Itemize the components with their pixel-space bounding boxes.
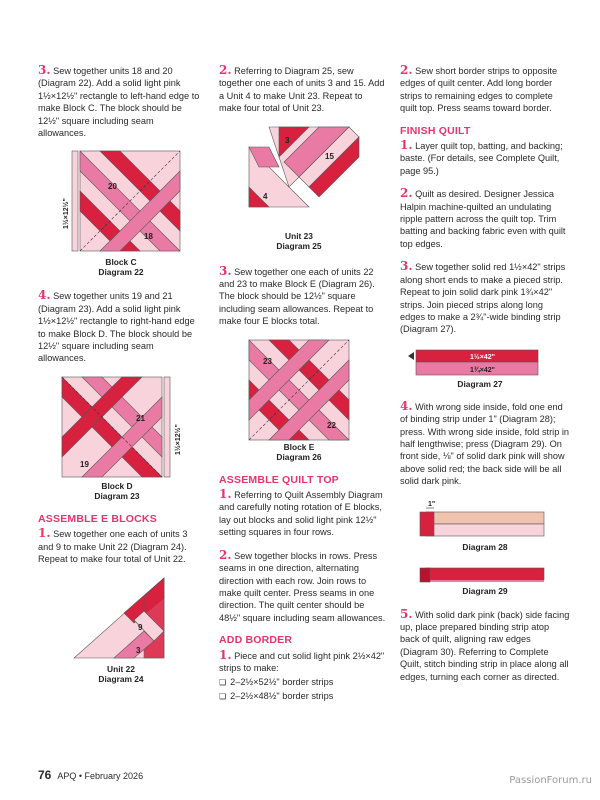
watermark: PassionForum.ru	[509, 775, 592, 786]
step-3-binding	[400, 260, 570, 335]
step-text: Sew together one each of units 3 and 9 to make Unit 22 (Diagram 24). Repeat to make four total of Unit 22.	[38, 529, 188, 565]
caption-diagram: Diagram 25	[276, 240, 322, 251]
step-number: 3.	[219, 263, 232, 278]
dimension-label: 1½×12½"	[175, 424, 182, 455]
column-2	[219, 64, 387, 711]
caption-diagram: Diagram 26	[276, 451, 322, 462]
step-2-quilt	[400, 187, 570, 250]
diagram-26	[219, 338, 387, 464]
step-4-fold	[400, 400, 570, 488]
caption-diagram: Diagram 22	[98, 267, 144, 278]
unit-20-label: 20	[108, 182, 117, 192]
unit-23-label: 23	[263, 356, 272, 366]
unit-18-label: 18	[144, 232, 153, 242]
unit-3-label: 3	[285, 135, 290, 145]
step-text: Sew together units 18 and 20 (Diagram 22). Add a solid light pink 1½×12½" rectangle to left-hand edge to make Block C. The block should be 12½" square including seam allowances.	[38, 66, 200, 139]
step-text: Sew together blocks in rows. Press seams in one direction, alternating direction with each row. Join rows to make quilt center. Press seams in one direction. The quilt center should be 48½" square including seam allowances.	[219, 550, 386, 623]
step-text: Referring to Diagram 25, sew together one each of units 3 and 15. Add a Unit 4 to make Unit 23. Repeat to make four total of Unit 23.	[219, 66, 385, 114]
caption-block: Block E	[283, 441, 315, 452]
step-text: With wrong side inside, fold one end of binding strip under 1" (Diagram 28); press. With wrong side inside, fold strip in half lengthwise; press (Diagram 29). On front side, ⅛" of solid dark pink will show above solid red; the back side will be all solid dark pink.	[400, 401, 570, 487]
section-heading-assemble-quilt-top: ASSEMBLE QUILT TOP	[219, 473, 339, 486]
diagram-25	[219, 125, 387, 255]
caption-diagram: Diagram 23	[94, 490, 140, 501]
step-2-sew-rows	[219, 549, 387, 624]
page-number: 76	[38, 768, 52, 782]
step-text: Layer quilt top, batting, and backing; baste. (For details, see Complete Quilt, page 95.)	[400, 141, 563, 176]
step-4-block-d	[38, 289, 204, 364]
step-number: 1.	[219, 487, 232, 502]
step-number: 4.	[400, 398, 413, 413]
caption-block: Block D	[101, 480, 133, 491]
step-text: Referring to Quilt Assembly Diagram and carefully noting rotation of E blocks, lay out blocks and solid light pink 12½" setting squares in four rows.	[219, 490, 383, 538]
step-3-block-c	[38, 64, 204, 139]
caption-unit: Unit 23	[285, 230, 313, 241]
step-number: 3.	[38, 63, 51, 77]
caption-diagram: Diagram 29	[462, 585, 508, 596]
section-heading-add-border: ADD BORDER	[219, 634, 293, 647]
caption-diagram: Diagram 24	[98, 673, 144, 684]
caption-block: Block C	[105, 257, 137, 268]
dimension-label: 1"	[428, 500, 436, 508]
step-number: 1.	[38, 526, 51, 541]
border-strip-list	[219, 676, 387, 703]
step-number: 4.	[38, 288, 51, 303]
unit-4-label: 4	[263, 191, 268, 201]
unit-21-label: 21	[136, 413, 145, 423]
step-text: Quilt as desired. Designer Jessica Halpin machine-quilted an undulating ripple pattern across the quilt top. Trim batting and backing fabric even with quilt top edges.	[400, 189, 566, 249]
diagram-29	[400, 564, 570, 598]
step-number: 5.	[400, 606, 413, 621]
step-number: 1.	[400, 138, 413, 153]
step-number: 2.	[400, 186, 413, 201]
step-number: 2.	[219, 63, 232, 77]
step-text: Sew together solid red 1½×42" strips along short ends to make a pieced strip. Repeat to join solid dark pink 1¾×42" strips. Join pieced strips along long edges to make a 2¾"-wide binding strip (Diagram 27).	[400, 262, 566, 335]
step-2-border	[400, 64, 570, 115]
caption-diagram: Diagram 28	[462, 541, 508, 552]
caption-diagram: Diagram 27	[457, 378, 503, 389]
unit-19-label: 19	[80, 459, 89, 469]
step-2-unit-23	[219, 64, 387, 115]
step-text: Piece and cut solid light pink 2½×42" strips to make:	[219, 650, 385, 673]
step-text: Sew short border strips to opposite edges of quilt center. Add long border strips to remaining edges to complete quilt top. Press seams toward border.	[400, 66, 558, 114]
diagram-23	[38, 375, 204, 503]
list-item: ❏ 2–2½×52½" border strips	[219, 676, 387, 689]
column-3	[400, 64, 570, 693]
step-1-border	[219, 649, 387, 675]
diagram-28	[400, 498, 570, 554]
section-heading-finish-quilt: FINISH QUILT	[400, 124, 471, 137]
section-heading-assemble-e-blocks: ASSEMBLE E BLOCKS	[38, 512, 157, 525]
diagram-27	[400, 346, 570, 390]
page-footer	[38, 768, 143, 782]
step-text: Sew together units 19 and 21 (Diagram 23). Add a solid light pink 1½×12½" rectangle to right-hand edge to make Block D. The block should be 12½" square including seam allowances.	[38, 291, 195, 364]
step-5-attach	[400, 608, 570, 683]
unit-22-label: 22	[327, 420, 336, 430]
step-1-unit-22	[38, 527, 204, 565]
strip-red-label: 1½×42"	[470, 353, 495, 361]
step-3-block-e	[219, 265, 387, 328]
caption-unit: Unit 22	[107, 663, 135, 674]
step-number: 2.	[400, 63, 413, 77]
unit-3-label: 3	[136, 645, 141, 655]
step-number: 3.	[400, 259, 413, 274]
step-1-layout	[219, 488, 387, 539]
step-number: 1.	[219, 647, 232, 662]
column-1	[38, 64, 204, 698]
publication-info: APQ • February 2026	[57, 771, 144, 781]
step-number: 2.	[219, 547, 232, 562]
dimension-label: 1½×12½"	[63, 198, 70, 230]
strip-pink-label: 1¾×42"	[470, 366, 495, 374]
diagram-22	[38, 149, 204, 279]
step-1-layer	[400, 139, 570, 177]
step-text: Sew together one each of units 22 and 23 to make Block E (Diagram 26). The block should be 12½" square including seam allowances. Repeat to make four E blocks total.	[219, 266, 375, 327]
list-item: ❏ 2–2½×48½" border strips	[219, 690, 387, 703]
diagram-24	[38, 576, 204, 688]
unit-15-label: 15	[325, 151, 334, 161]
unit-9-label: 9	[138, 622, 143, 632]
step-text: With solid dark pink (back) side facing up, place prepared binding strip atop back of quilt, aligning raw edges (Diagram 30). Referring to Complete Quilt, stitch binding strip in place along all edges, turning each corner as directed.	[400, 609, 570, 682]
